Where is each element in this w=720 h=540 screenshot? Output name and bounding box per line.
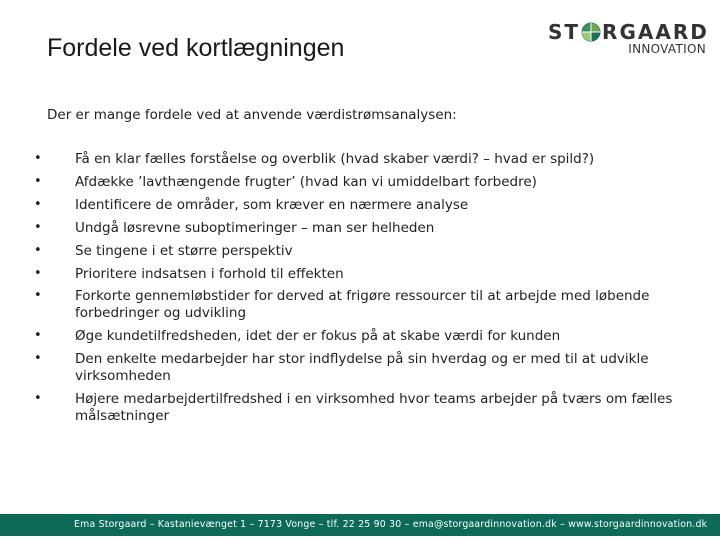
list-item-text: Den enkelte medarbejder har stor indflydelse på sin hverdag og er med til at udvikle virksomheden xyxy=(75,351,649,385)
list-item-text: Prioritere indsatsen i forhold til effekten xyxy=(75,265,344,282)
benefits-list xyxy=(36,151,686,431)
logo-wordmark xyxy=(548,20,709,44)
bullet-icon: • xyxy=(34,219,42,235)
list-item-text: Forkorte gennemløbstider for derved at frigøre ressourcer til at arbejde med løbende forbedringer og udvikling xyxy=(75,288,650,322)
bullet-icon: • xyxy=(34,390,42,406)
list-item-text: Identificere de områder, som kræver en nærmere analyse xyxy=(75,196,469,213)
company-logo xyxy=(548,20,708,60)
list-item xyxy=(36,266,686,283)
logo-subtext: INNOVATION xyxy=(628,42,706,56)
footer-contact-text: Ema Storgaard – Kastanievænget 1 – 7173 Vonge – tlf. 22 25 90 30 – ema@storgaardinnovation.dk – www.storgaardinnovation.dk xyxy=(74,519,708,530)
list-item xyxy=(36,351,686,385)
bullet-icon: • xyxy=(34,196,42,212)
intro-text: Der er mange fordele ved at anvende værdistrømsanalysen: xyxy=(47,107,457,123)
list-item-text: Øge kundetilfredsheden, idet der er fokus på at skabe værdi for kunden xyxy=(75,328,561,345)
list-item xyxy=(36,197,686,214)
bullet-icon: • xyxy=(34,173,42,189)
logo-text-start: ST xyxy=(548,20,581,44)
list-item-text: Højere medarbejdertilfredshed i en virksomhed hvor teams arbejder på tværs om fælles målsætninger xyxy=(75,390,673,424)
bullet-icon: • xyxy=(34,265,42,281)
list-item-text: Afdække ’lavthængende frugter’ (hvad kan vi umiddelbart forbedre) xyxy=(75,173,537,190)
bullet-icon: • xyxy=(34,242,42,258)
list-item xyxy=(36,151,686,168)
list-item xyxy=(36,243,686,260)
list-item-text: Få en klar fælles forståelse og overblik (hvad skaber værdi? – hvad er spild?) xyxy=(75,151,595,167)
list-item xyxy=(36,391,686,425)
slide-title: Fordele ved kortlægningen xyxy=(47,34,345,62)
list-item xyxy=(36,174,686,191)
list-item xyxy=(36,220,686,237)
footer-bar xyxy=(0,514,720,536)
logo-text-end: RGAARD xyxy=(602,20,709,44)
bullet-icon: • xyxy=(34,288,42,304)
list-item-text: Undgå løsrevne suboptimeringer – man ser helheden xyxy=(75,219,435,236)
list-item xyxy=(36,288,686,322)
logo-o-icon xyxy=(581,22,601,42)
list-item-text: Se tingene i et større perspektiv xyxy=(75,242,293,259)
bullet-icon: • xyxy=(34,151,42,166)
list-item xyxy=(36,328,686,345)
bullet-icon: • xyxy=(34,328,42,344)
bullet-icon: • xyxy=(34,351,42,367)
